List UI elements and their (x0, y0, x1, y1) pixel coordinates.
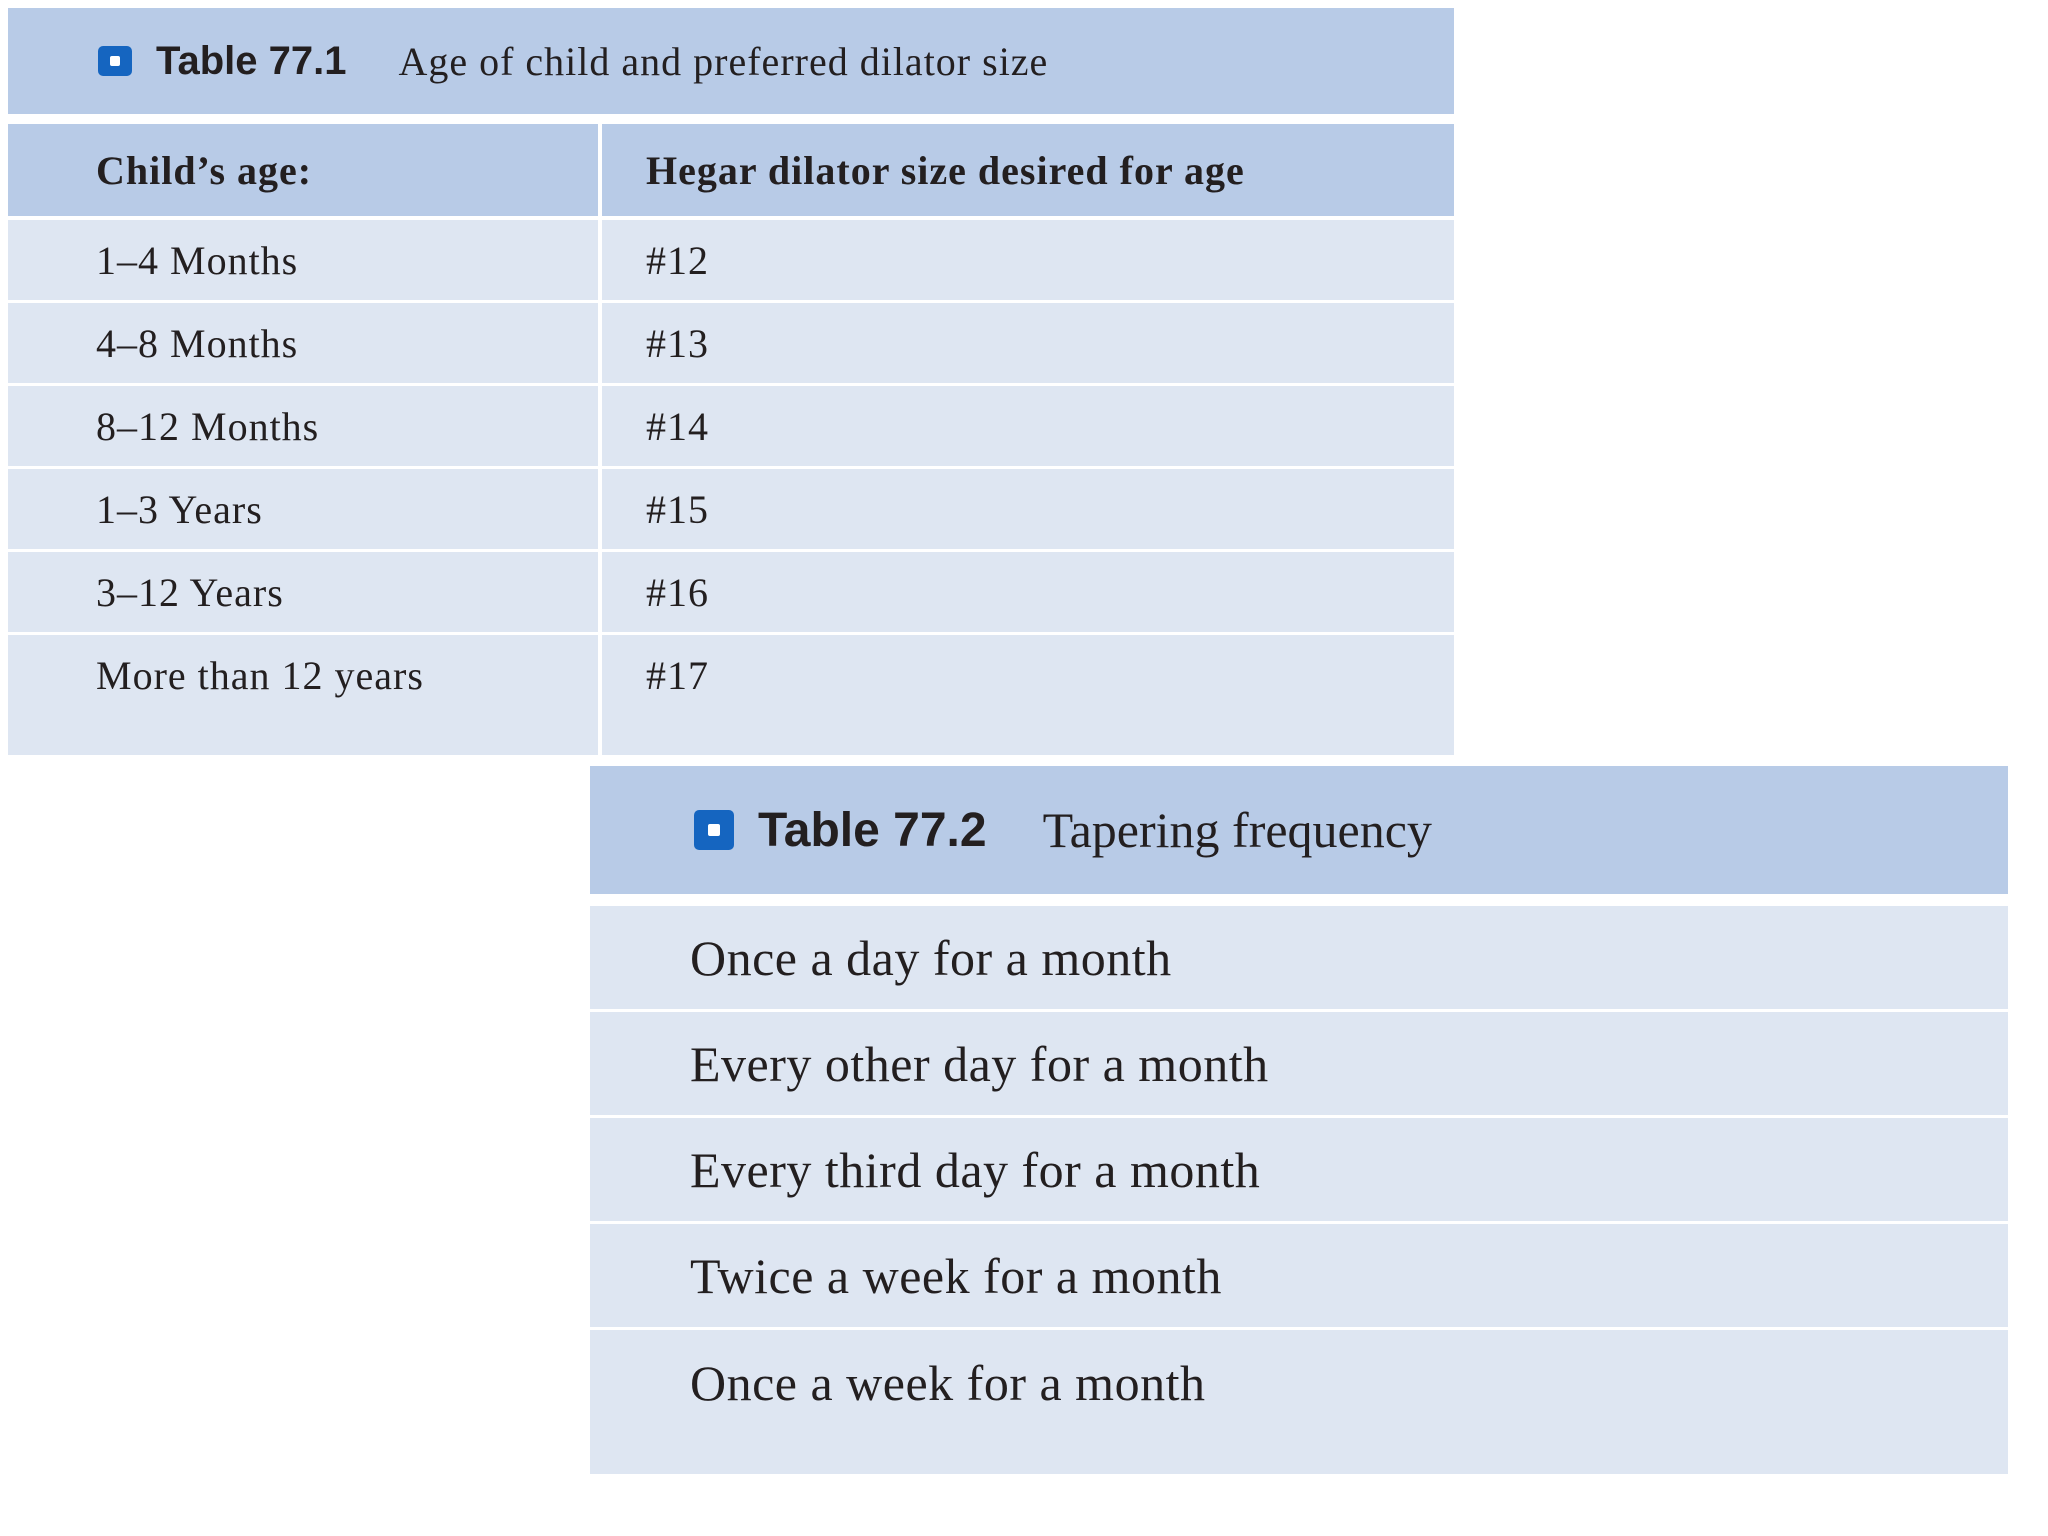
table-title: Tapering frequency (1042, 802, 1432, 858)
column-divider (598, 124, 602, 216)
age-cell: More than 12 years (96, 652, 424, 698)
table-number: Table 77.1 (156, 38, 347, 83)
table-row: Once a week for a month (690, 1355, 1206, 1411)
table-row: Once a day for a month (590, 906, 2008, 1012)
table-row: Twice a week for a month (590, 1224, 2008, 1330)
table-row (8, 635, 1454, 715)
table-header-row (8, 124, 1454, 220)
dilator-size-cell: #13 (646, 320, 709, 366)
caption-separator (8, 114, 1454, 124)
age-cell: 4–8 Months (96, 320, 299, 366)
table-77-2 (590, 766, 2008, 1474)
dilator-size-cell: #15 (646, 486, 709, 532)
table-row (8, 469, 1454, 552)
age-cell: 1–4 Months (96, 237, 299, 283)
table-caption (8, 8, 1454, 114)
age-cell: 1–3 Years (96, 486, 263, 532)
table-row (8, 303, 1454, 386)
column-header-age: Child’s age: (96, 147, 313, 193)
column-header-dilator-size: Hegar dilator size desired for age (646, 147, 1245, 193)
dilator-size-cell: #16 (646, 569, 709, 615)
table-row (8, 386, 1454, 469)
table-row (8, 552, 1454, 635)
table-row: Every third day for a month (590, 1118, 2008, 1224)
age-cell: 8–12 Months (96, 403, 320, 449)
table-number: Table 77.2 (758, 803, 987, 857)
table-row: Every other day for a month (590, 1012, 2008, 1118)
table-body (8, 220, 1454, 755)
table-row (8, 220, 1454, 303)
dilator-size-cell: #17 (646, 652, 709, 698)
table-marker-icon (694, 810, 734, 850)
dilator-size-cell: #12 (646, 237, 709, 283)
table-title: Age of child and preferred dilator size (398, 38, 1049, 84)
dilator-size-cell: #14 (646, 403, 709, 449)
table-caption (590, 766, 2008, 906)
age-cell: 3–12 Years (96, 569, 284, 615)
table-77-1 (8, 8, 1454, 755)
table-body (590, 906, 2008, 1474)
column-divider (598, 220, 602, 755)
table-marker-icon (98, 46, 132, 76)
